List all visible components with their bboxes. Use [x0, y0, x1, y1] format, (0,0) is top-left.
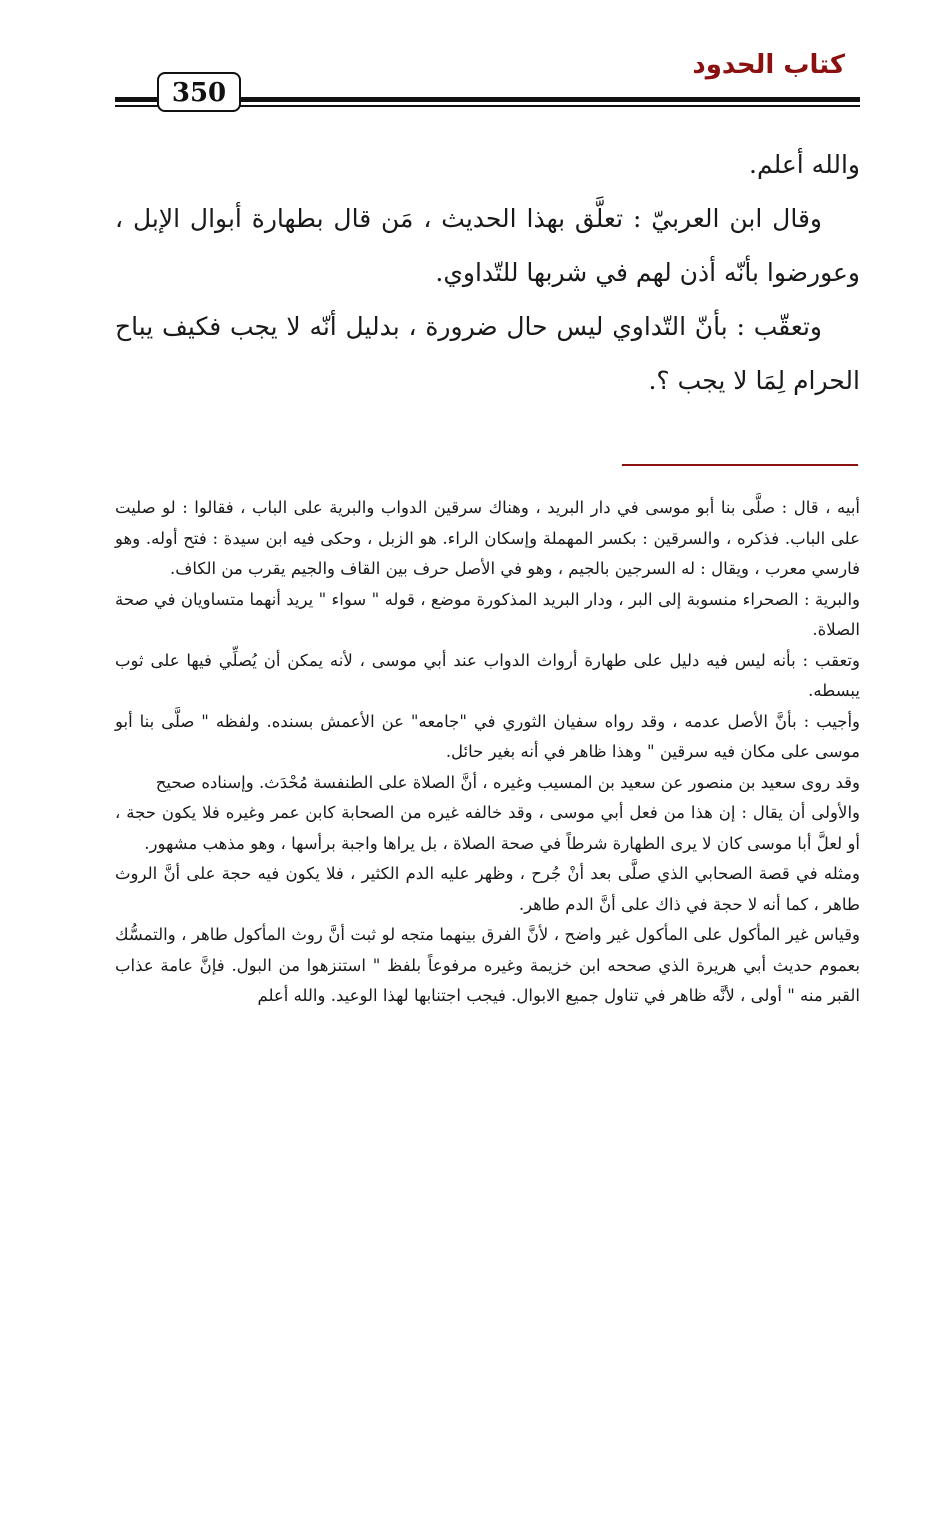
- footnote-paragraph: والأولى أن يقال : إن هذا من فعل أبي موسى ، وقد خالفه غيره من الصحابة كابن عمر وغيره فلا يكون حجة ، أو لعلَّ أبا موسى كان لا يرى الطهارة شرطاً في صحة الصلاة ، بل يراها واجبة برأسها ، وهو مذهب مشهور.: [115, 803, 860, 853]
- footnote-paragraph: والبرية : الصحراء منسوبة إلى البر ، ودار البريد المذكورة موضع ، قوله " سواء " يريد أنهما متساويان في صحة الصلاة.: [115, 589, 860, 639]
- footnote-paragraph: أبيه ، قال : صلَّى بنا أبو موسى في دار البريد ، وهناك سرقين الدواب والبرية على الباب ، فقالوا : لو صليت على الباب. فذكره ، والسرقين : بكسر المهملة وإسكان الراء. هو الزبل ، وحكى فيه ابن سيدة : فتح أوله. وهو فارسي معرب ، ويقال : له السرجين بالجيم ، وهو في الأصل حرف بين القاف والجيم يقرب من الكاف.: [115, 498, 860, 578]
- footnotes: [115, 493, 860, 1012]
- footnote-divider: [622, 464, 858, 466]
- main-text: [115, 138, 860, 408]
- book-title: كتاب الحدود: [692, 50, 845, 80]
- main-paragraph: والله أعلم.: [749, 150, 860, 179]
- footnote-paragraph: وأجيب : بأنَّ الأصل عدمه ، وقد رواه سفيان الثوري في "جامعه" عن الأعمش بسنده. ولفظه " صلَّى بنا أبو موسى على مكان فيه سرقين " وهذا ظاهر في أنه بغير حائل.: [115, 711, 860, 761]
- footnote-paragraph: وتعقب : بأنه ليس فيه دليل على طهارة أرواث الدواب عند أبي موسى ، لأنه يمكن أن يُصلِّي فيها على ثوب يبسطه.: [115, 650, 860, 700]
- footnote-paragraph: وقد روى سعيد بن منصور عن سعيد بن المسيب وغيره ، أنَّ الصلاة على الطنفسة مُحْدَث. وإسناده صحيح: [155, 772, 860, 792]
- footnote-paragraph: ومثله في قصة الصحابي الذي صلَّى بعد أنْ جُرح ، وظهر عليه الدم الكثير ، فلا يكون فيه حجة على أنَّ الروث طاهر ، كما أنه لا حجة في ذاك على أنَّ الدم طاهر.: [115, 864, 860, 914]
- footnote-paragraph: وقياس غير المأكول على المأكول غير واضح ، لأنَّ الفرق بينهما متجه لو ثبت أنَّ روث المأكول طاهر ، والتمسُّك بعموم حديث أبي هريرة الذي صححه ابن خزيمة وغيره مرفوعاً بلفظ " استنزهوا من البول. فإنَّ عامة عذاب القبر منه " أولى ، لأنَّه ظاهر في تناول جميع الابوال. فيجب اجتنابها لهذا الوعيد. والله أعلم: [115, 925, 860, 1005]
- page-number: 350: [157, 72, 241, 112]
- main-paragraph: وتعقّب : بأنّ التّداوي ليس حال ضرورة ، بدليل أنّه لا يجب فكيف يباح الحرام لِمَا لا يجب ؟.: [115, 312, 860, 395]
- page-header: [0, 0, 945, 120]
- main-paragraph: وقال ابن العربيّ : تعلَّق بهذا الحديث ، مَن قال بطهارة أبوال الإبل ، وعورضوا بأنّه أذن لهم في شربها للتّداوي.: [115, 204, 860, 287]
